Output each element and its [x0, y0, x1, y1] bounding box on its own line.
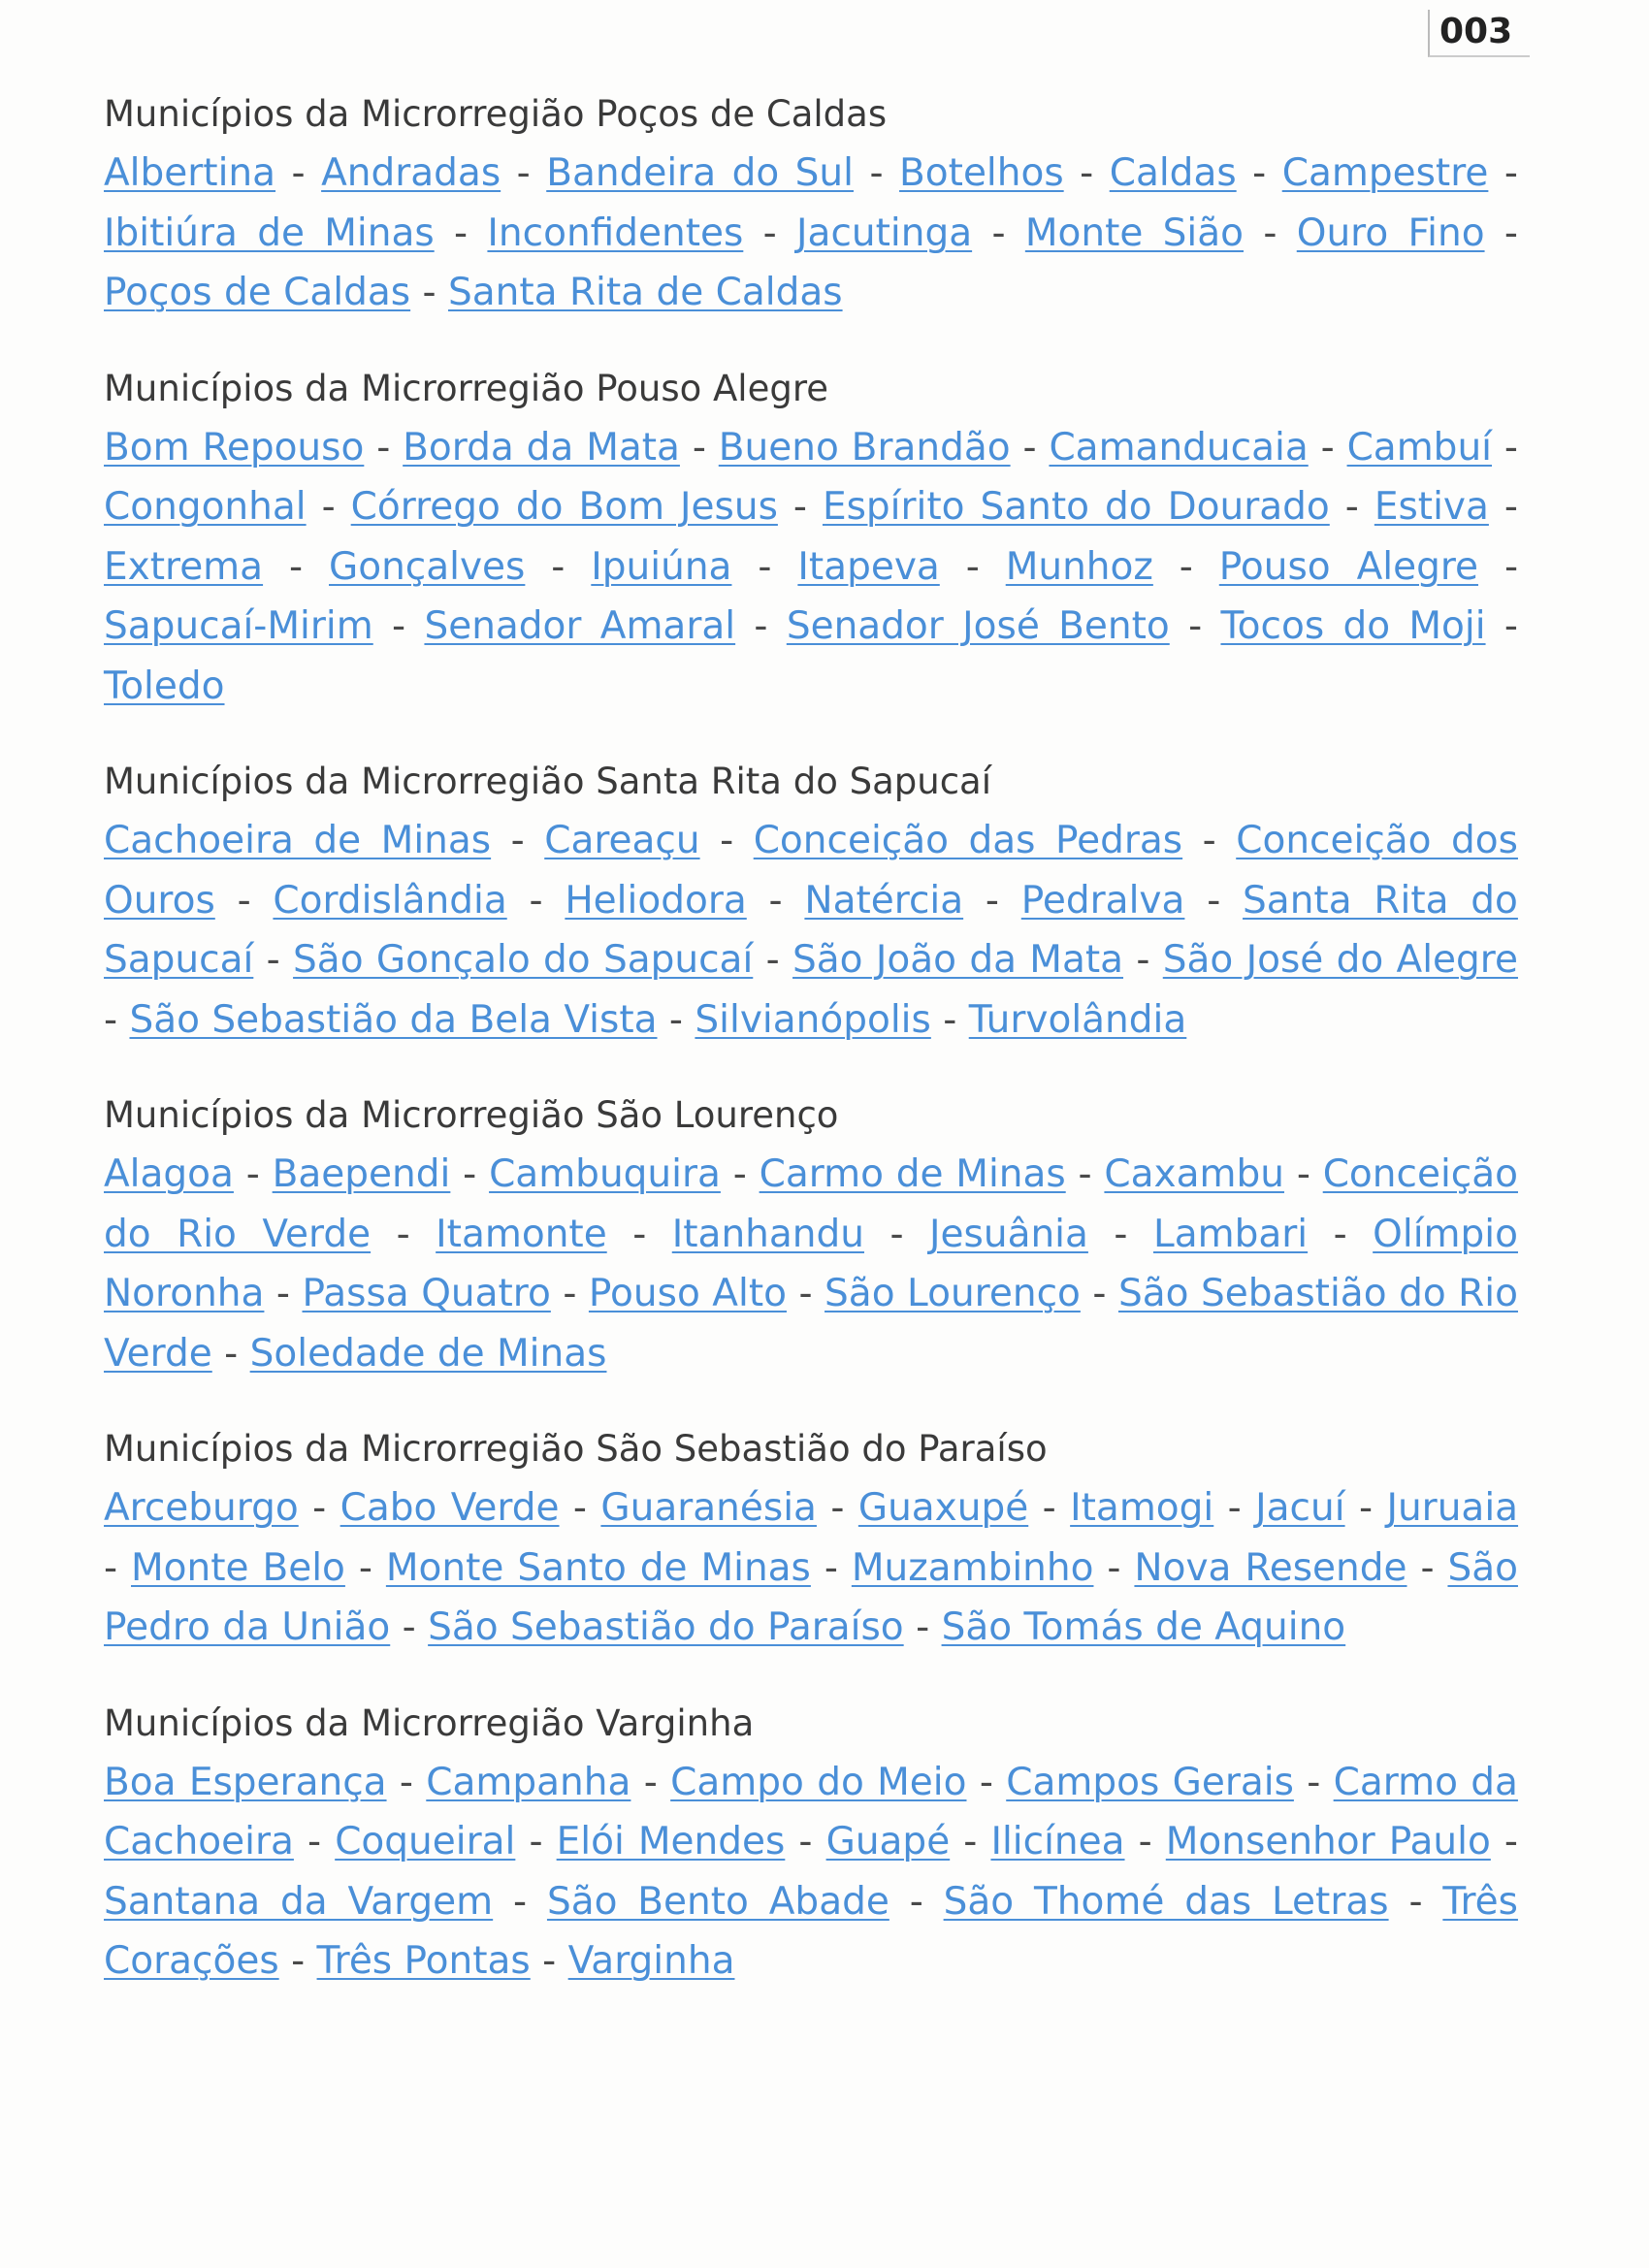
list-separator: -: [1202, 819, 1216, 862]
municipality-link[interactable]: Monte Santo de Minas: [385, 1545, 811, 1590]
list-separator: -: [1107, 1545, 1121, 1590]
list-separator: -: [824, 1545, 838, 1590]
list-separator: -: [1408, 1879, 1423, 1924]
microregion-section: [104, 360, 1518, 717]
list-separator: -: [668, 997, 683, 1042]
list-separator: -: [516, 151, 531, 195]
list-separator: -: [422, 271, 436, 314]
municipality-link[interactable]: São Pedro da União: [104, 1545, 1518, 1649]
list-separator: -: [542, 1939, 557, 1983]
municipality-link[interactable]: Nova Resende: [1134, 1545, 1407, 1590]
municipality-link[interactable]: Santa Rita de Caldas: [448, 271, 843, 314]
municipality-link[interactable]: Conceição dos Ouros: [104, 819, 1518, 923]
list-separator: -: [572, 1486, 587, 1530]
municipality-link[interactable]: Senador Amaral: [424, 604, 736, 648]
municipality-link[interactable]: São José do Alegre: [1162, 938, 1518, 982]
list-separator: -: [376, 425, 391, 470]
municipality-link[interactable]: São Gonçalo do Sapucaí: [293, 938, 754, 982]
list-separator: -: [307, 1820, 322, 1863]
municipality-link[interactable]: Caxambu: [1104, 1152, 1284, 1196]
municipality-link[interactable]: São Sebastião do Paraíso: [428, 1605, 904, 1649]
municipality-link[interactable]: Estiva: [1374, 485, 1489, 529]
list-separator: -: [1138, 1820, 1152, 1863]
municipality-link[interactable]: Albertina: [104, 151, 276, 195]
microregion-heading: Municípios da Microrregião São Lourenço: [104, 1094, 839, 1136]
municipality-link[interactable]: Carmo da Cachoeira: [104, 1760, 1518, 1863]
municipality-link[interactable]: Careaçu: [544, 819, 700, 862]
microregion-section: [104, 1086, 1518, 1383]
municipality-link[interactable]: Inconfidentes: [487, 211, 744, 255]
municipality-list: [104, 1145, 1518, 1383]
list-separator: -: [1504, 544, 1519, 589]
list-separator: -: [358, 1545, 372, 1590]
municipality-link[interactable]: Itanhandu: [671, 1212, 864, 1256]
municipality-list: [104, 144, 1518, 323]
list-separator: -: [916, 1605, 930, 1649]
list-separator: -: [1504, 485, 1518, 529]
municipality-link[interactable]: Senador José Bento: [786, 604, 1170, 648]
list-separator: -: [1333, 1212, 1347, 1256]
municipality-link[interactable]: Turvolândia: [968, 997, 1187, 1042]
list-separator: -: [529, 878, 543, 923]
municipality-link[interactable]: Córrego do Bom Jesus: [350, 485, 778, 529]
list-separator: -: [1078, 1152, 1092, 1196]
list-separator: -: [985, 878, 999, 923]
municipality-link[interactable]: Ipuiúna: [591, 544, 732, 589]
municipality-link[interactable]: São Tomás de Aquino: [941, 1605, 1346, 1649]
list-separator: -: [1080, 151, 1094, 195]
municipality-link[interactable]: Jesuânia: [929, 1212, 1088, 1256]
microregion-section: [104, 1695, 1518, 1992]
municipality-link[interactable]: São Bento Abade: [546, 1879, 889, 1924]
municipality-link[interactable]: Três Corações: [104, 1879, 1518, 1983]
microregion-heading: Municípios da Microrregião Santa Rita do Sapucaí: [104, 761, 991, 802]
municipality-link[interactable]: Espírito Santo do Dourado: [822, 485, 1330, 529]
page-number: 003: [1428, 10, 1530, 57]
list-separator: -: [266, 938, 280, 982]
list-separator: -: [792, 485, 807, 529]
municipality-link[interactable]: Boa Esperança: [104, 1760, 387, 1804]
municipality-link[interactable]: Silvianópolis: [695, 997, 931, 1042]
municipality-link[interactable]: Cordislândia: [273, 878, 507, 923]
list-separator: -: [643, 1760, 658, 1804]
municipality-link[interactable]: Borda da Mata: [403, 425, 680, 470]
list-separator: -: [1504, 604, 1518, 648]
microregion-section: [104, 753, 1518, 1050]
municipality-link[interactable]: Tocos do Moji: [1220, 604, 1486, 648]
municipality-link[interactable]: Campo do Meio: [670, 1760, 967, 1804]
list-separator: -: [909, 1879, 923, 1924]
municipality-link[interactable]: Congonhal: [104, 485, 307, 529]
list-separator: -: [768, 878, 783, 923]
list-separator: -: [312, 1486, 327, 1530]
municipality-link[interactable]: Gonçalves: [329, 544, 526, 589]
list-separator: -: [1358, 1486, 1374, 1530]
list-separator: -: [991, 211, 1006, 255]
list-separator: -: [1320, 425, 1335, 470]
municipality-list: [104, 1753, 1518, 1992]
municipality-link[interactable]: Monte Belo: [131, 1545, 345, 1590]
municipality-link[interactable]: Sapucaí-Mirim: [104, 604, 373, 648]
municipality-link[interactable]: Ibitiúra de Minas: [104, 211, 435, 255]
list-separator: -: [1296, 1152, 1310, 1196]
list-separator: -: [275, 1272, 290, 1315]
municipality-link[interactable]: Guaranésia: [600, 1486, 817, 1530]
municipality-link[interactable]: Lambari: [1152, 1212, 1309, 1256]
list-separator: -: [245, 1152, 260, 1196]
municipality-link[interactable]: Monsenhor Paulo: [1165, 1820, 1491, 1863]
municipality-link[interactable]: São Sebastião do Rio Verde: [104, 1272, 1518, 1376]
list-separator: -: [402, 1605, 416, 1649]
list-separator: -: [963, 1820, 978, 1863]
list-separator: -: [758, 544, 772, 589]
municipality-link[interactable]: Andradas: [321, 151, 501, 195]
list-separator: -: [1504, 211, 1518, 255]
list-separator: -: [224, 1331, 239, 1376]
municipality-link[interactable]: Ilicínea: [990, 1820, 1125, 1863]
municipality-link[interactable]: Munhoz: [1005, 544, 1153, 589]
municipality-link[interactable]: Camanducaia: [1049, 425, 1309, 470]
list-separator: -: [1188, 604, 1203, 648]
list-separator: -: [762, 211, 777, 255]
list-separator: -: [510, 819, 525, 862]
microregion-section: [104, 85, 1518, 323]
municipality-link[interactable]: Guaxupé: [857, 1486, 1029, 1530]
municipality-link[interactable]: Bom Repouso: [104, 425, 365, 470]
list-separator: -: [563, 1272, 577, 1315]
list-separator: -: [1504, 151, 1518, 195]
municipality-link[interactable]: Bandeira do Sul: [546, 151, 854, 195]
list-separator: -: [1344, 485, 1359, 529]
list-separator: -: [1022, 425, 1037, 470]
list-separator: -: [291, 1939, 306, 1983]
municipality-link[interactable]: Botelhos: [899, 151, 1064, 195]
municipality-link[interactable]: Extrema: [104, 544, 264, 589]
municipality-link[interactable]: Elói Mendes: [556, 1820, 786, 1863]
list-separator: -: [1207, 878, 1221, 923]
municipality-link[interactable]: Itamonte: [436, 1212, 607, 1256]
municipality-link[interactable]: Passa Quatro: [302, 1272, 551, 1315]
list-separator: -: [321, 485, 336, 529]
municipality-list: [104, 418, 1518, 717]
list-separator: -: [392, 604, 406, 648]
municipality-link[interactable]: Itapeva: [797, 544, 940, 589]
list-separator: -: [889, 1212, 904, 1256]
municipality-link[interactable]: Campestre: [1281, 151, 1489, 195]
list-separator: -: [979, 1760, 993, 1804]
municipality-link[interactable]: Soledade de Minas: [249, 1331, 607, 1376]
list-separator: -: [1420, 1545, 1435, 1590]
list-separator: -: [1307, 1760, 1321, 1804]
list-separator: -: [632, 1212, 647, 1256]
list-separator: -: [732, 1152, 747, 1196]
list-separator: -: [943, 997, 957, 1042]
municipality-link[interactable]: Cambuí: [1346, 425, 1492, 470]
municipality-link[interactable]: São João da Mata: [792, 938, 1124, 982]
list-separator: -: [1114, 1212, 1128, 1256]
list-separator: -: [399, 1760, 413, 1804]
list-separator: -: [1504, 1820, 1518, 1863]
municipality-link[interactable]: Muzambinho: [851, 1545, 1094, 1590]
municipality-link[interactable]: Arceburgo: [104, 1486, 299, 1530]
municipality-link[interactable]: Natércia: [804, 878, 964, 923]
list-separator: -: [529, 1820, 543, 1863]
municipality-link[interactable]: Três Pontas: [316, 1939, 531, 1983]
municipality-link[interactable]: Poços de Caldas: [104, 271, 411, 314]
list-separator: -: [1092, 1272, 1107, 1315]
municipality-link[interactable]: Toledo: [104, 664, 225, 708]
list-separator: -: [104, 997, 118, 1042]
municipality-link[interactable]: Juruaia: [1386, 1486, 1519, 1530]
municipality-link[interactable]: Santa Rita do Sapucaí: [104, 878, 1518, 982]
list-separator: -: [463, 1152, 477, 1196]
list-separator: -: [965, 544, 980, 589]
municipality-link[interactable]: Monte Sião: [1024, 211, 1245, 255]
municipality-link[interactable]: Campos Gerais: [1006, 1760, 1294, 1804]
municipality-link[interactable]: Jacuí: [1255, 1486, 1345, 1530]
list-separator: -: [237, 878, 251, 923]
municipality-link[interactable]: Alagoa: [104, 1152, 234, 1196]
municipality-link[interactable]: Pouso Alto: [588, 1272, 787, 1315]
list-separator: -: [692, 425, 706, 470]
municipality-link[interactable]: Varginha: [567, 1939, 735, 1983]
microregion-heading: Municípios da Microrregião Poços de Caldas: [104, 93, 888, 135]
list-separator: -: [289, 544, 304, 589]
list-separator: -: [291, 151, 306, 195]
list-separator: -: [869, 151, 884, 195]
list-separator: -: [1179, 544, 1193, 589]
list-separator: -: [720, 819, 734, 862]
microregion-section: [104, 1420, 1518, 1658]
municipality-link[interactable]: Heliodora: [565, 878, 747, 923]
list-separator: -: [798, 1272, 813, 1315]
list-separator: -: [551, 544, 566, 589]
microregion-heading: Municípios da Microrregião São Sebastião do Paraíso: [104, 1428, 1048, 1470]
municipality-link[interactable]: Cachoeira de Minas: [104, 819, 492, 862]
municipality-link[interactable]: Ouro Fino: [1296, 211, 1485, 255]
municipality-link[interactable]: Pedralva: [1020, 878, 1185, 923]
list-separator: -: [1252, 151, 1267, 195]
municipality-link[interactable]: Caldas: [1109, 151, 1237, 195]
list-separator: -: [396, 1212, 410, 1256]
municipality-link[interactable]: Carmo de Minas: [759, 1152, 1066, 1196]
microregion-list: [104, 85, 1518, 2028]
municipality-link[interactable]: Santana da Vargem: [104, 1879, 494, 1924]
municipality-link[interactable]: Guapé: [825, 1820, 951, 1863]
list-separator: -: [1227, 1486, 1242, 1530]
municipality-link[interactable]: Cambuquira: [489, 1152, 721, 1196]
list-separator: -: [830, 1486, 845, 1530]
municipality-list: [104, 811, 1518, 1050]
municipality-link[interactable]: Bueno Brandão: [718, 425, 1011, 470]
municipality-link[interactable]: Baependi: [272, 1152, 451, 1196]
microregion-heading: Municípios da Microrregião Pouso Alegre: [104, 367, 828, 409]
list-separator: -: [798, 1820, 813, 1863]
list-separator: -: [454, 211, 469, 255]
municipality-list: [104, 1478, 1518, 1658]
municipality-link[interactable]: Cabo Verde: [340, 1486, 560, 1530]
list-separator: -: [1263, 211, 1277, 255]
municipality-link[interactable]: Olímpio Noronha: [104, 1212, 1518, 1315]
municipality-link[interactable]: Itamogi: [1070, 1486, 1214, 1530]
municipality-link[interactable]: Conceição das Pedras: [753, 819, 1183, 862]
municipality-link[interactable]: São Lourenço: [824, 1272, 1081, 1315]
list-separator: -: [513, 1879, 528, 1924]
microregion-heading: Municípios da Microrregião Varginha: [104, 1701, 755, 1744]
list-separator: -: [765, 938, 780, 982]
municipality-link[interactable]: Coqueiral: [335, 1820, 516, 1863]
municipality-link[interactable]: São Sebastião da Bela Vista: [129, 997, 658, 1042]
municipality-link[interactable]: Pouso Alegre: [1218, 544, 1479, 589]
municipality-link[interactable]: Jacutinga: [796, 211, 973, 255]
list-separator: -: [104, 1545, 118, 1590]
list-separator: -: [1504, 425, 1518, 470]
municipality-link[interactable]: Conceição do Rio Verde: [104, 1152, 1518, 1256]
municipality-link[interactable]: Campanha: [426, 1760, 631, 1804]
municipality-link[interactable]: São Thomé das Letras: [943, 1879, 1389, 1924]
list-separator: -: [754, 604, 768, 648]
list-separator: -: [1136, 938, 1150, 982]
list-separator: -: [1042, 1486, 1056, 1530]
